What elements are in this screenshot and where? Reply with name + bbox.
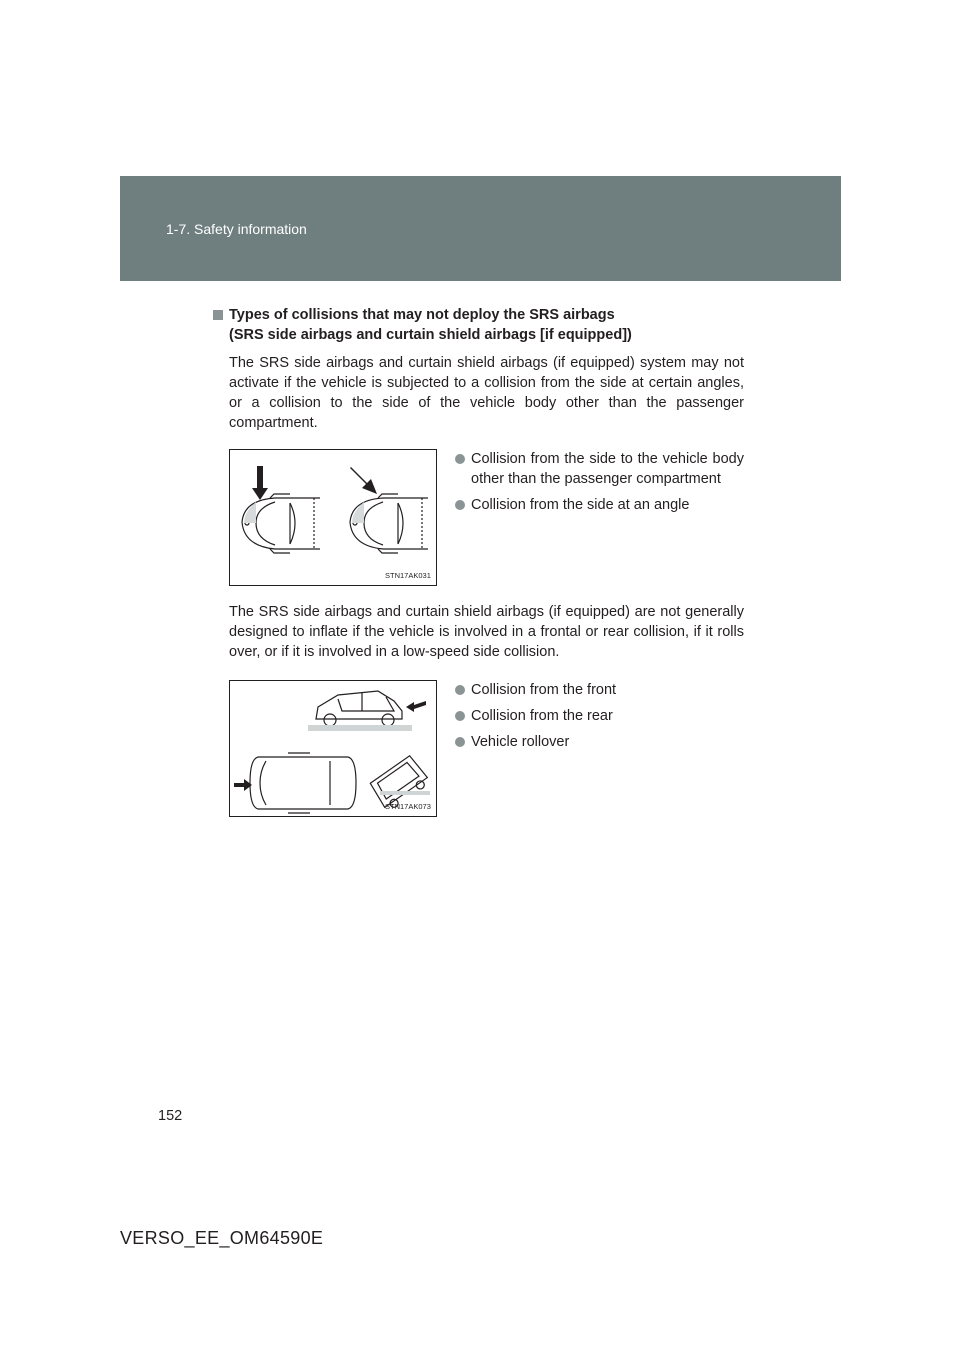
figure-side-collision — [229, 449, 437, 586]
heading-line-1: Types of collisions that may not deploy the SRS airbags — [229, 307, 615, 323]
heading-square-icon — [213, 310, 223, 320]
list-item: Collision from the rear — [455, 706, 744, 726]
bullet-icon — [455, 711, 465, 721]
bullet-icon — [455, 454, 465, 464]
list-item: Vehicle rollover — [455, 732, 744, 752]
heading-line-2: (SRS side airbags and curtain shield airbags [if equipped]) — [229, 327, 632, 343]
intro-paragraph: The SRS side airbags and curtain shield airbags (if equipped) system may not activate if the vehicle is subjected to a collision from the side at certain angles, or a collision to the side of the vehicle body other than the passenger compartment. — [229, 355, 744, 431]
figure1-block — [229, 449, 744, 586]
figure2-bullet-list — [455, 680, 744, 758]
middle-paragraph: The SRS side airbags and curtain shield airbags (if equipped) are not generally designed to inflate if the vehicle is involved in a frontal or rear collision, if it rolls over, or if it is involved in a low-speed side collision. — [229, 604, 744, 660]
front-rear-rollover-illustration — [230, 681, 436, 816]
figure1-code: STN17AK031 — [385, 571, 431, 580]
list-item: Collision from the front — [455, 680, 744, 700]
document-code: VERSO_EE_OM64590E — [120, 1228, 324, 1248]
figure2-code: STN17AK073 — [385, 802, 431, 811]
header-bar — [120, 176, 841, 281]
figure1-bullet-list — [455, 449, 744, 521]
section-heading — [213, 305, 744, 345]
bullet-icon — [455, 685, 465, 695]
section-title: 1-7. Safety information — [166, 221, 307, 237]
side-collision-illustration — [230, 450, 436, 585]
page-number: 152 — [158, 1108, 183, 1124]
bullet-icon — [455, 737, 465, 747]
list-item: Collision from the side to the vehicle body other than the passenger compartment — [455, 449, 744, 489]
list-item: Collision from the side at an angle — [455, 495, 744, 515]
bullet-icon — [455, 500, 465, 510]
page-content — [213, 305, 744, 817]
figure-front-rear-rollover — [229, 680, 437, 817]
figure2-block — [229, 680, 744, 817]
